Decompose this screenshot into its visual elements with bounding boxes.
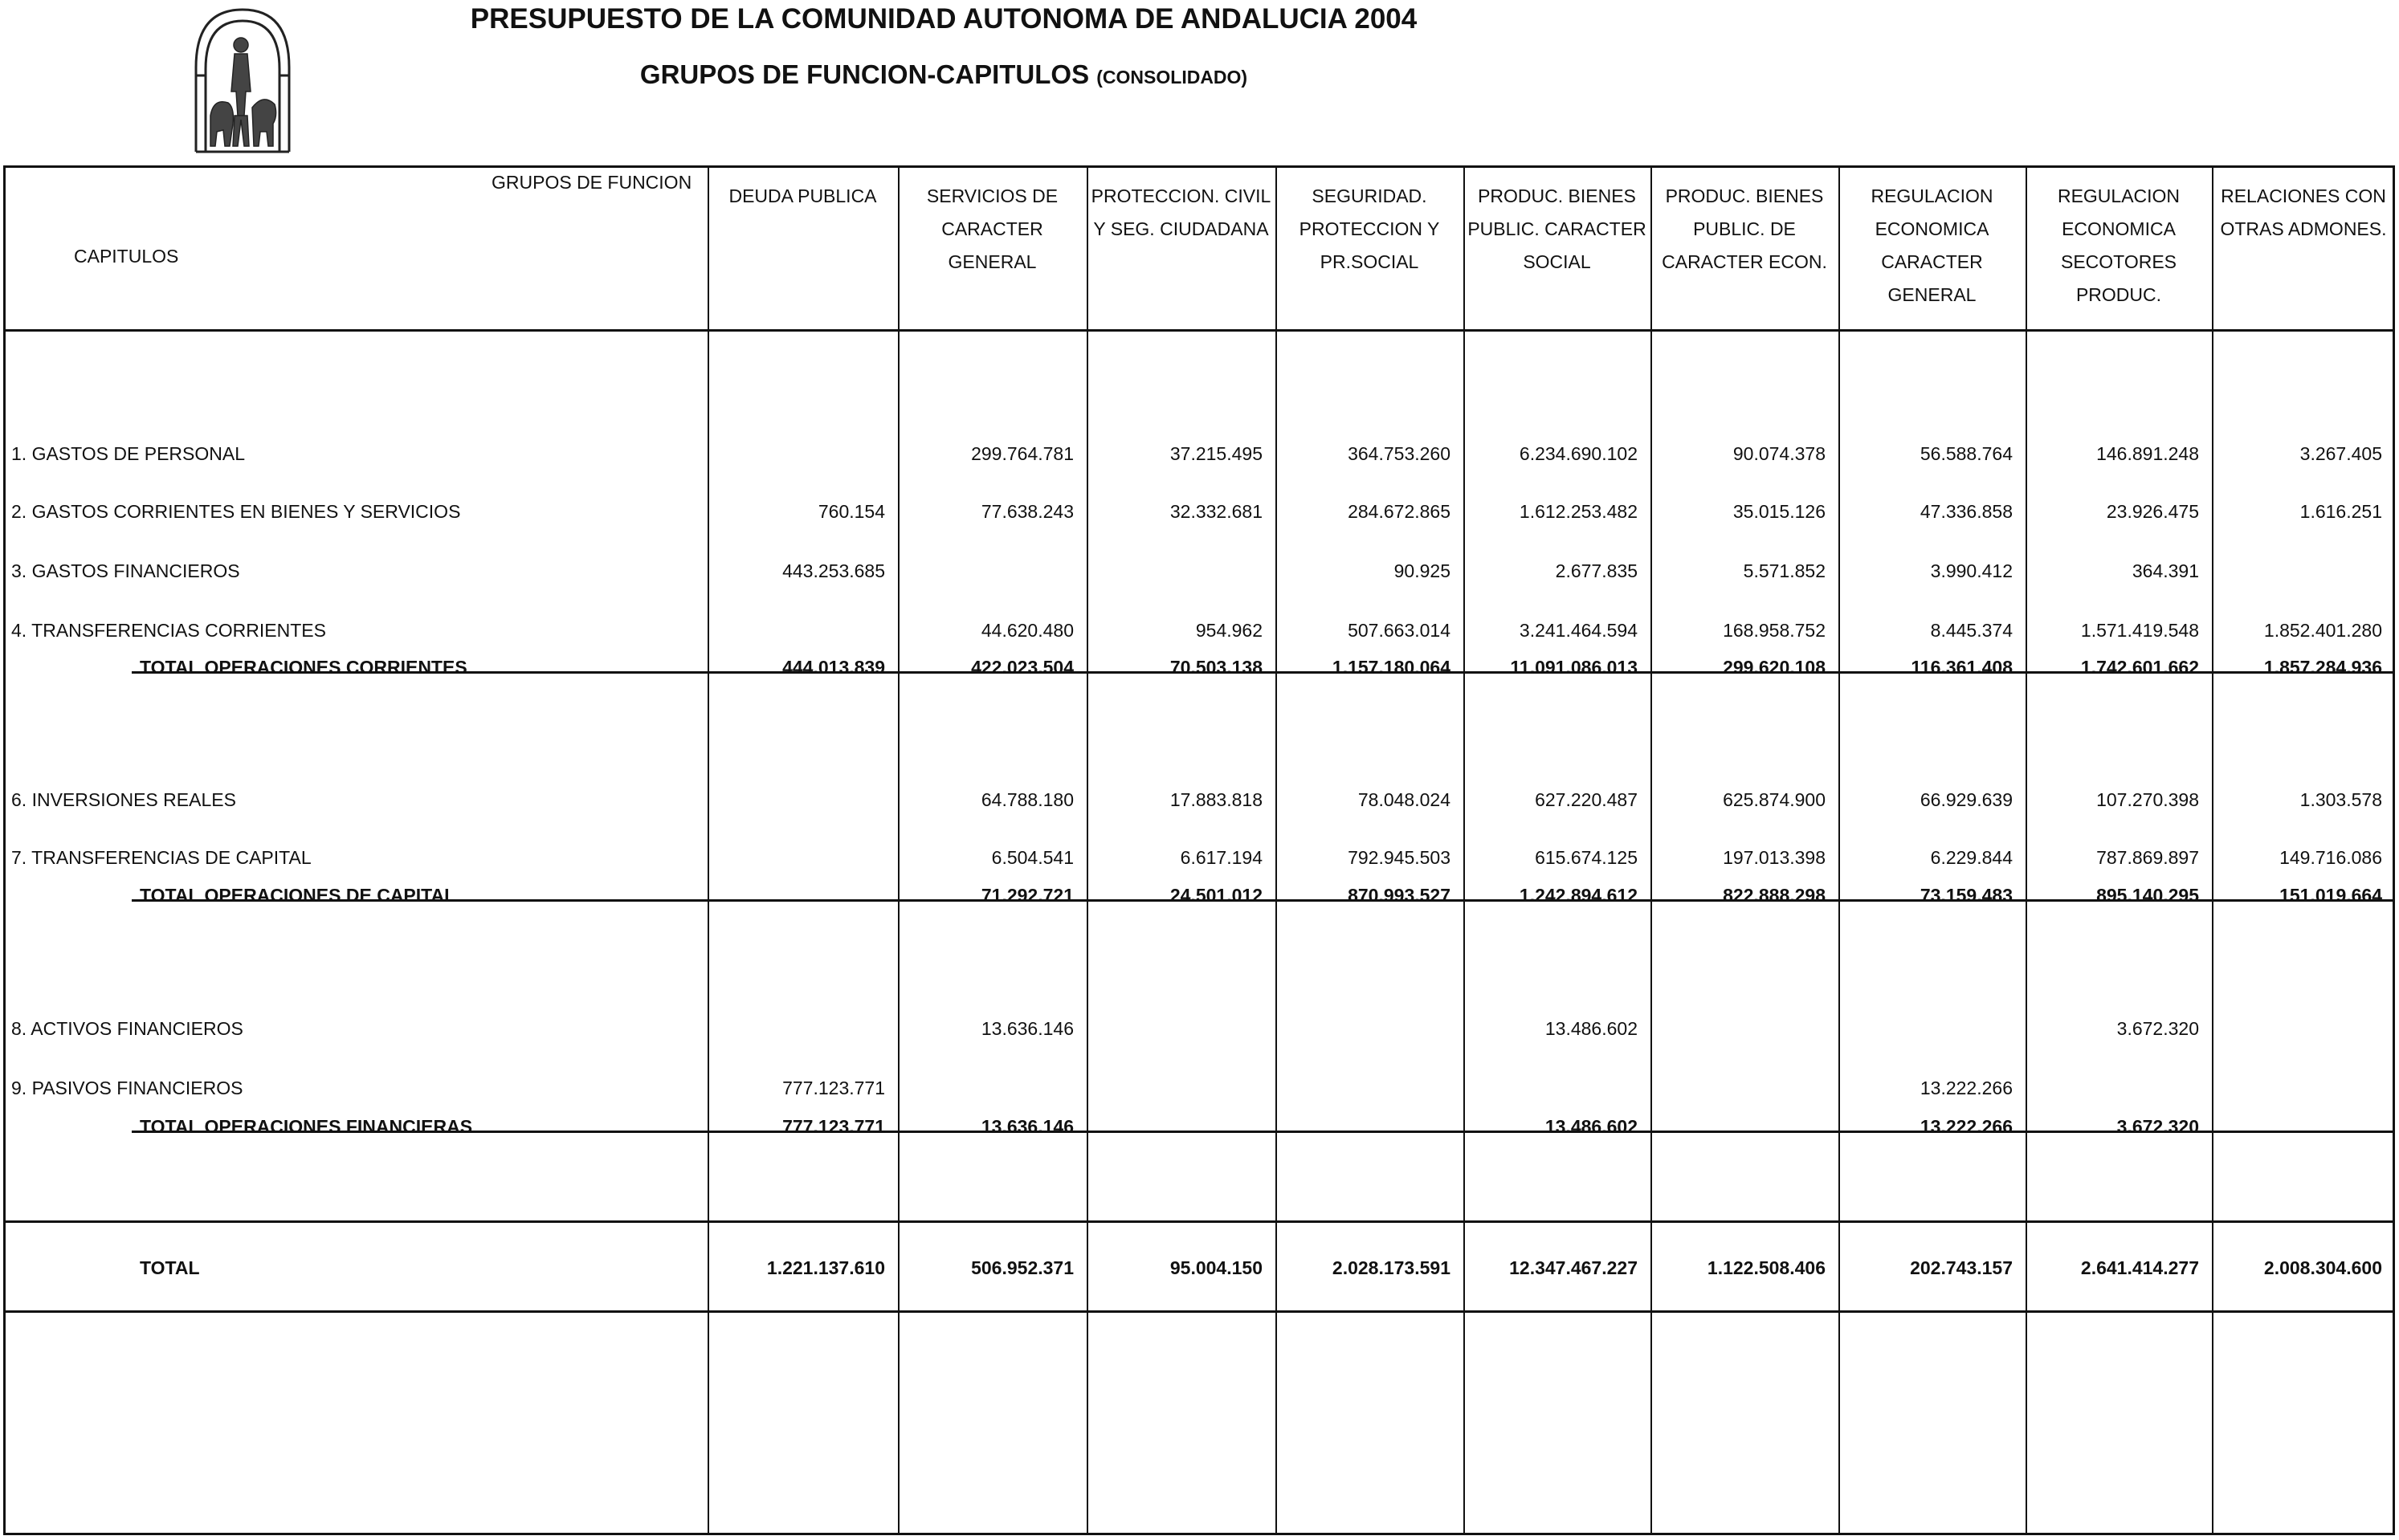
- column-header-line: Y SEG. CIUDADANA: [1093, 218, 1269, 239]
- table-cell: 71.292.721: [981, 885, 1074, 906]
- table-cell: 202.743.157: [1910, 1257, 2013, 1278]
- table-cell: 792.945.503: [1348, 847, 1450, 868]
- table-cell: 1.303.578: [2299, 789, 2382, 810]
- row-label: 9. PASIVOS FINANCIEROS: [11, 1078, 243, 1098]
- column-header-line: PRODUC. BIENES: [1665, 185, 1824, 206]
- table-cell: 70.503.138: [1169, 657, 1263, 678]
- table-cell: 1.571.419.548: [2080, 620, 2199, 641]
- column-header-line: SERVICIOS DE: [926, 185, 1059, 206]
- table-cell: 5.571.852: [1743, 560, 1826, 581]
- column-header-line: PRODUC. BIENES: [1478, 185, 1636, 206]
- column-header-line: ECONOMICA: [2062, 218, 2176, 239]
- column-header-line: SECOTORES: [2061, 251, 2177, 272]
- table-cell: 284.672.865: [1348, 501, 1450, 522]
- table-cell: 77.638.243: [981, 501, 1074, 522]
- table-cell: 6.617.194: [1180, 847, 1263, 868]
- table-cell: 95.004.150: [1169, 1257, 1263, 1278]
- row-label: 4. TRANSFERENCIAS CORRIENTES: [11, 620, 326, 641]
- column-header-line: PRODUC.: [2075, 284, 2162, 305]
- table-cell: 197.013.398: [1723, 847, 1826, 868]
- table-cell: 151.019.664: [2279, 885, 2382, 906]
- table-cell: 13.486.602: [1544, 1116, 1638, 1137]
- table-cell: 777.123.771: [782, 1078, 885, 1098]
- table-cell: 13.222.266: [1920, 1078, 2013, 1098]
- column-header: [708, 180, 898, 213]
- column-header-line: GENERAL: [1887, 284, 1977, 305]
- subtotal-label: TOTAL OPERACIONES DE CAPITAL: [140, 885, 456, 906]
- column-header-line: REGULACION: [2057, 185, 2181, 206]
- table-cell: 364.753.260: [1348, 443, 1450, 464]
- table-cell: 56.588.764: [1920, 443, 2013, 464]
- table-cell: 32.332.681: [1169, 501, 1263, 522]
- page-subtitle: [0, 59, 1887, 90]
- table-cell: 6.234.690.102: [1519, 443, 1638, 464]
- table-cell: 23.926.475: [2106, 501, 2199, 522]
- subtitle-note: (CONSOLIDADO): [1096, 67, 1248, 88]
- table-cell: 13.222.266: [1920, 1116, 2013, 1137]
- column-header-line: CARACTER ECON.: [1662, 251, 1827, 272]
- column-header: [1838, 180, 2026, 312]
- table-cell: 760.154: [818, 501, 885, 522]
- table-cell: 44.620.480: [981, 620, 1074, 641]
- table-cell: 627.220.487: [1535, 789, 1638, 810]
- table-cell: 12.347.467.227: [1509, 1257, 1638, 1278]
- column-header-line: ECONOMICA: [1875, 218, 1989, 239]
- table-cell: 507.663.014: [1348, 620, 1450, 641]
- row-divider: [3, 1220, 2395, 1223]
- column-header-line: PR.SOCIAL: [1320, 251, 1419, 272]
- column-header-line: REGULACION: [1871, 185, 1993, 206]
- table-cell: 73.159.483: [1920, 885, 2013, 906]
- row-label: 8. ACTIVOS FINANCIEROS: [11, 1018, 243, 1039]
- column-header: [1087, 180, 1275, 246]
- table-cell: 2.008.304.600: [2263, 1257, 2382, 1278]
- table-cell: 78.048.024: [1357, 789, 1450, 810]
- table-cell: 35.015.126: [1732, 501, 1826, 522]
- table-cell: 615.674.125: [1535, 847, 1638, 868]
- row-divider: [3, 329, 2395, 332]
- table-cell: 3.672.320: [2116, 1116, 2199, 1137]
- table-cell: 299.620.108: [1723, 657, 1826, 678]
- table-cell: 11.091.086.013: [1510, 657, 1638, 678]
- table-cell: 3.672.320: [2116, 1018, 2199, 1039]
- table-cell: 6.504.541: [991, 847, 1074, 868]
- column-header-line: CARACTER: [1881, 251, 1983, 272]
- column-header: [2026, 180, 2212, 312]
- table-cell: 146.891.248: [2096, 443, 2199, 464]
- table-cell: 37.215.495: [1169, 443, 1263, 464]
- column-header-line: PROTECCION. CIVIL: [1091, 185, 1271, 206]
- column-header-line: OTRAS ADMONES.: [2220, 218, 2387, 239]
- table-cell: 625.874.900: [1723, 789, 1826, 810]
- table-cell: 1.242.894.612: [1519, 885, 1638, 906]
- table-cell: 1.852.401.280: [2263, 620, 2382, 641]
- table-cell: 364.391: [2132, 560, 2199, 581]
- table-cell: 299.764.781: [971, 443, 1074, 464]
- column-header-line: PUBLIC. DE: [1693, 218, 1796, 239]
- row-label: 1. GASTOS DE PERSONAL: [11, 443, 246, 464]
- table-cell: 13.636.146: [981, 1116, 1074, 1137]
- subtotal-label: TOTAL OPERACIONES FINANCIERAS: [140, 1116, 473, 1137]
- table-cell: 1.616.251: [2299, 501, 2382, 522]
- budget-table: [3, 165, 2395, 1535]
- page-title: PRESUPUESTO DE LA COMUNIDAD AUTONOMA DE ANDALUCIA 2004: [470, 3, 1418, 35]
- column-header-line: PROTECCION Y: [1299, 218, 1440, 239]
- corner-label-grupos: GRUPOS DE FUNCION: [492, 172, 692, 193]
- column-header-line: RELACIONES CON: [2221, 185, 2386, 206]
- table-cell: 870.993.527: [1348, 885, 1450, 906]
- table-cell: 1.157.180.064: [1332, 657, 1450, 678]
- table-cell: 895.140.295: [2096, 885, 2199, 906]
- table-cell: 3.990.412: [1930, 560, 2013, 581]
- table-cell: 777.123.771: [782, 1116, 885, 1137]
- table-cell: 422.023.504: [971, 657, 1074, 678]
- table-cell: 13.636.146: [981, 1018, 1074, 1039]
- table-cell: 2.028.173.591: [1332, 1257, 1450, 1278]
- column-header-line: CARACTER: [941, 218, 1043, 239]
- column-header-line: SEGURIDAD.: [1312, 185, 1427, 206]
- column-header-line: PUBLIC. CARACTER: [1467, 218, 1646, 239]
- table-cell: 6.229.844: [1930, 847, 2013, 868]
- table-cell: 90.074.378: [1732, 443, 1826, 464]
- table-cell: 787.869.897: [2096, 847, 2199, 868]
- column-header-line: DEUDA PUBLICA: [728, 185, 877, 206]
- table-cell: 1.221.137.610: [766, 1257, 885, 1278]
- table-cell: 2.641.414.277: [2080, 1257, 2199, 1278]
- column-header: [898, 180, 1087, 279]
- table-cell: 2.677.835: [1555, 560, 1638, 581]
- column-header: [1463, 180, 1650, 279]
- row-label: 3. GASTOS FINANCIEROS: [11, 560, 240, 581]
- table-cell: 149.716.086: [2279, 847, 2382, 868]
- table-cell: 1.612.253.482: [1519, 501, 1638, 522]
- table-cell: 66.929.639: [1920, 789, 2013, 810]
- table-cell: 13.486.602: [1544, 1018, 1638, 1039]
- column-header: [1275, 180, 1463, 279]
- column-divider: [708, 165, 709, 1535]
- table-cell: 168.958.752: [1723, 620, 1826, 641]
- corner-label-capitulos: CAPITULOS: [74, 246, 179, 267]
- table-cell: 90.925: [1393, 560, 1450, 581]
- row-label: 6. INVERSIONES REALES: [11, 789, 236, 810]
- grand-total-label: TOTAL: [140, 1257, 200, 1278]
- row-label: 2. GASTOS CORRIENTES EN BIENES Y SERVICIOS: [11, 501, 461, 522]
- table-cell: 506.952.371: [971, 1257, 1074, 1278]
- subtotal-label: TOTAL OPERACIONES CORRIENTES: [140, 657, 467, 678]
- table-cell: 107.270.398: [2096, 789, 2199, 810]
- table-cell: 1.742.601.662: [2080, 657, 2199, 678]
- table-cell: 3.241.464.594: [1519, 620, 1638, 641]
- table-cell: 1.122.508.406: [1707, 1257, 1826, 1278]
- table-cell: 822.888.298: [1723, 885, 1826, 906]
- column-header: [2212, 180, 2395, 246]
- column-header-line: GENERAL: [948, 251, 1037, 272]
- column-header-line: SOCIAL: [1523, 251, 1591, 272]
- row-label: 7. TRANSFERENCIAS DE CAPITAL: [11, 847, 312, 868]
- table-cell: 116.361.408: [1911, 657, 2013, 678]
- table-cell: 8.445.374: [1930, 620, 2013, 641]
- table-cell: 47.336.858: [1920, 501, 2013, 522]
- table-cell: 443.253.685: [782, 560, 885, 581]
- column-header: [1650, 180, 1838, 279]
- subtitle-main: GRUPOS DE FUNCION-CAPITULOS: [639, 59, 1090, 89]
- table-cell: 24.501.012: [1169, 885, 1263, 906]
- table-cell: 444.013.839: [782, 657, 885, 678]
- row-divider: [3, 1310, 2395, 1313]
- table-cell: 3.267.405: [2299, 443, 2382, 464]
- table-cell: 64.788.180: [981, 789, 1074, 810]
- table-cell: 17.883.818: [1169, 789, 1263, 810]
- table-cell: 954.962: [1195, 620, 1263, 641]
- table-cell: 1.857.284.936: [2263, 657, 2382, 678]
